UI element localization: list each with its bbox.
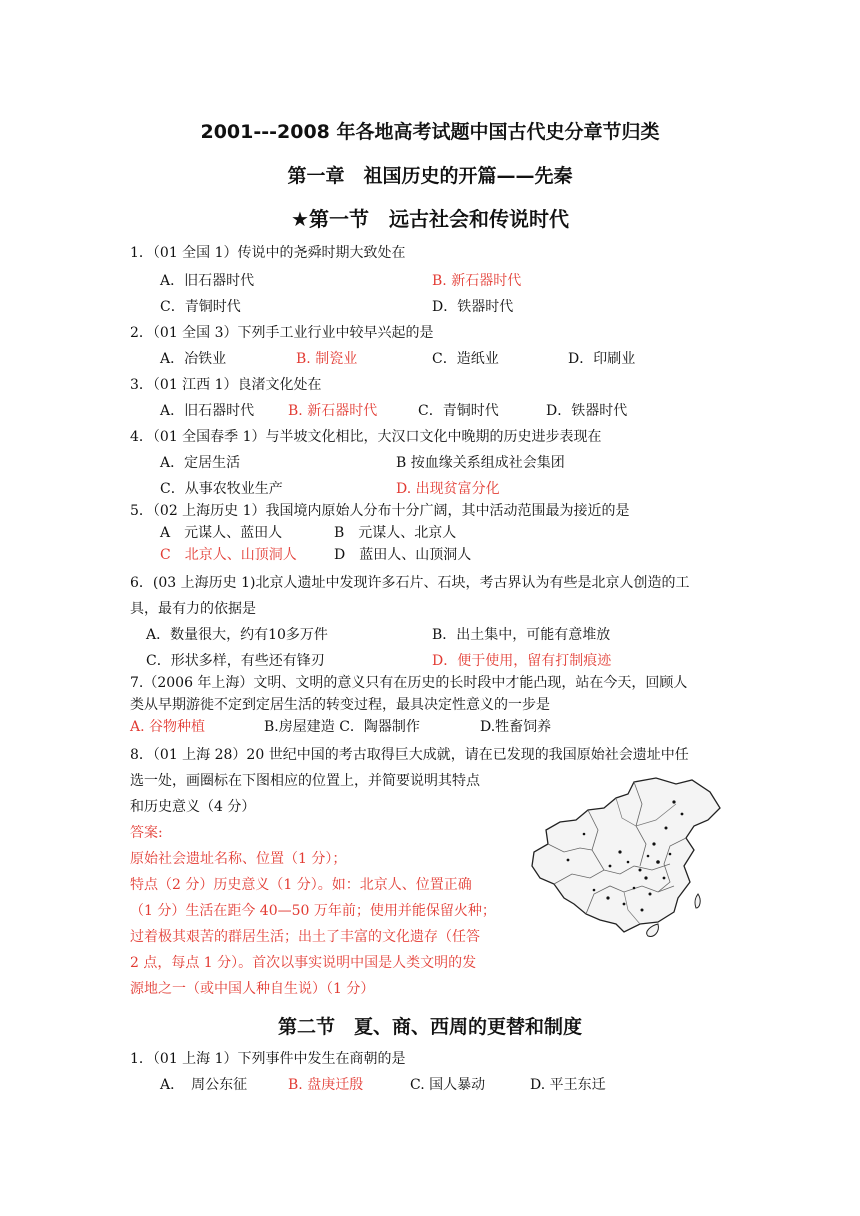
question-6-option-d-answer: D．便于使用，留有打制痕迹 xyxy=(432,653,612,669)
question-1-stem: 1．（01 全国 1）传说中的尧舜时期大致处在 xyxy=(130,245,406,261)
question-7-stem-line2: 类从早期游徙不定到定居生活的转变过程，最具决定性意义的一步是 xyxy=(130,697,550,713)
section-2-question-1-stem: 1．（01 上海 1）下列事件中发生在商朝的是 xyxy=(130,1051,406,1067)
section-2-question-1-option-a: A． 周公东征 xyxy=(160,1077,248,1093)
section-heading-1: ★第一节 远古社会和传说时代 xyxy=(291,207,569,231)
question-6-option-a: A．数量很大，约有10多万件 xyxy=(146,627,328,643)
question-8-answer-label: 答案: xyxy=(130,825,163,841)
question-1-option-d: D．铁器时代 xyxy=(432,299,514,315)
question-4-option-d-answer: D. 出现贫富分化 xyxy=(396,481,500,497)
question-1-option-c: C．青铜时代 xyxy=(160,299,241,315)
question-2-stem: 2．（01 全国 3）下列手工业行业中较早兴起的是 xyxy=(130,325,434,341)
question-7-option-d: D.牲畜饲养 xyxy=(480,719,552,735)
question-2-option-a: A．冶铁业 xyxy=(160,351,227,367)
section-2-question-1-option-b-answer: B. 盘庚迁殷 xyxy=(288,1077,364,1093)
question-8-answer-line6: 源地之一（或中国人种自生说）（1 分） xyxy=(130,981,375,997)
section-2-question-1-option-c: C. 国人暴动 xyxy=(410,1077,486,1093)
question-8-answer-line5: 2 点，每点 1 分）。首次以事实说明中国是人类文明的发 xyxy=(130,955,477,971)
question-2-option-c: C．造纸业 xyxy=(432,351,499,367)
question-8-stem-line2: 选一处，画圈标在下图相应的位置上，并简要说明其特点 xyxy=(130,773,480,789)
question-5-option-b: B 元谋人、北京人 xyxy=(334,525,457,541)
question-4-option-c: C．从事农牧业生产 xyxy=(160,481,283,497)
question-2-option-b-answer: B. 制瓷业 xyxy=(296,351,358,367)
question-3-stem: 3．（01 江西 1）良渚文化处在 xyxy=(130,377,322,393)
question-6-stem-line2: 具，最有力的依据是 xyxy=(130,601,256,617)
question-4-option-a: A．定居生活 xyxy=(160,455,241,471)
chapter-heading: 第一章 祖国历史的开篇——先秦 xyxy=(287,165,573,187)
section-2-question-1-option-d: D. 平王东迁 xyxy=(530,1077,606,1093)
question-7-stem-line1: 7.（2006 年上海）文明、文明的意义只有在历史的长时段中才能凸现，站在今天，回顾人 xyxy=(130,675,688,691)
question-8-answer-line3: （1 分）生活在距今 40—50 万年前；使用并能保留火种； xyxy=(130,903,496,919)
question-8-answer-line1: 原始社会遗址名称、位置（1 分）； xyxy=(130,851,347,867)
question-5-stem: 5．（02 上海历史 1）我国境内原始人分布十分广阔，其中活动范围最为接近的是 xyxy=(130,503,630,519)
question-7-option-a-answer: A. 谷物种植 xyxy=(130,719,206,735)
question-1-option-a: A．旧石器时代 xyxy=(160,273,255,289)
question-4-option-b: B 按血缘关系组成社会集团 xyxy=(396,455,565,471)
question-2-option-d: D．印刷业 xyxy=(568,351,636,367)
document-title: 2001---2008 年各地高考试题中国古代史分章节归类 xyxy=(200,121,660,143)
question-8-stem-line3: 和历史意义（4 分） xyxy=(130,799,256,815)
question-3-option-b-answer: B. 新石器时代 xyxy=(288,403,378,419)
question-5-option-c-answer: C 北京人、山顶洞人 xyxy=(160,547,297,563)
question-6-option-b: B．出土集中，可能有意堆放 xyxy=(432,627,611,643)
question-8-answer-line4: 过着极其艰苦的群居生活；出土了丰富的文化遗存（任答 xyxy=(130,929,480,945)
question-1-option-b-answer: B. 新石器时代 xyxy=(432,273,522,289)
question-7-option-b-c: B.房屋建造 C．陶器制作 xyxy=(264,719,420,735)
question-5-option-a: A 元谋人、蓝田人 xyxy=(160,525,283,541)
question-8-answer-line2: 特点（2 分）历史意义（1 分）。如：北京人、位置正确 xyxy=(130,877,472,893)
question-3-option-c: C．青铜时代 xyxy=(418,403,499,419)
question-5-option-d: D 蓝田人、山顶洞人 xyxy=(334,547,472,563)
section-heading-2: 第二节 夏、商、西周的更替和制度 xyxy=(277,1016,582,1038)
china-map-outline xyxy=(532,778,720,932)
question-3-option-a: A．旧石器时代 xyxy=(160,403,255,419)
question-6-stem-line1: 6．(03 上海历史 1)北京人遗址中发现许多石片、石块，考古界认为有些是北京人创造的工 xyxy=(130,575,690,591)
china-map-image xyxy=(524,774,734,944)
question-8-stem-line1: 8．（01 上海 28）20 世纪中国的考古取得巨大成就，请在已发现的我国原始社会遗址中任 xyxy=(130,747,689,763)
question-4-stem: 4．（01 全国春季 1）与半坡文化相比，大汉口文化中晚期的历史进步表现在 xyxy=(130,429,602,445)
question-6-option-c: C．形状多样，有些还有锋刃 xyxy=(146,653,325,669)
question-3-option-d: D．铁器时代 xyxy=(546,403,628,419)
